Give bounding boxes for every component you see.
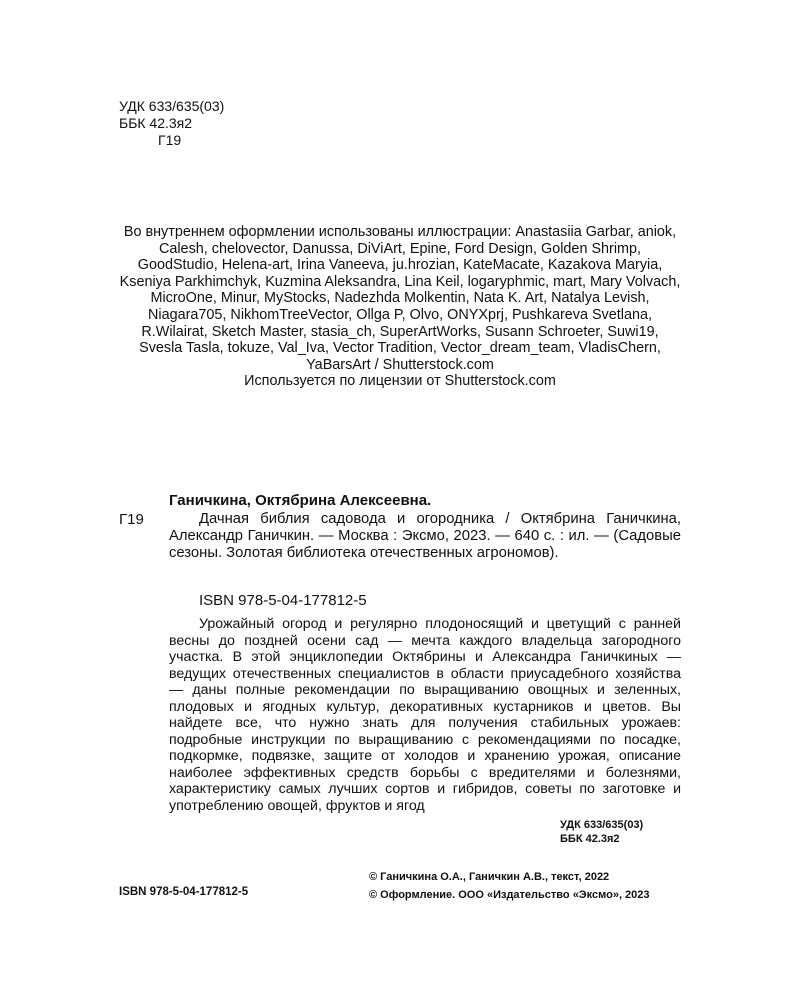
udk-code: УДК 633/635(03) [119,98,225,114]
classification-codes [119,98,224,149]
illustrations-credit: Во внутреннем оформлении использованы иллюстрации: Anastasiia Garbar, aniok, Calesh, chelovector, Danussa, DiViArt, Epine, Ford Design, Golden Shrimp, GoodStudio, Helena-art, Irina Vaneeva, ju.hrozian, KateMacate, Kazakova Maryia, Kseniya Parkhimchyk, Kuzmina Aleksandra, Lina Keil, logaryphmic, mart, Mary Volvach, MicroOne, Minur, MyStocks, Nadezhda Molkentin, Nata K. Art, Natalya Levish, Niagara705, NikhomTreeVector, Ollga P, Olvo, ONYXprj, Pushkareva Svetlana, R.Wilairat, Sketch Master, stasia_ch, SuperArtWorks, Susann Schroeter, Suwi19, Svesla Tasla, tokuze, Val_Iva, Vector Tradition, Vector_dream_team, VladisChern, YaBarsArt / Shutterstock.com [119,224,681,373]
copyright-block [369,868,650,904]
footer-udk: УДК 633/635(03) [560,819,644,831]
footer-isbn: ISBN 978-5-04-177812-5 [119,886,249,898]
bibliographic-description: Дачная библия садовода и огородника / Октябрина Ганичкина, Александр Ганичкин. — Москва : Эксмо, 2023. — 640 с. : ил. — (Садовые сезоны. Золотая библиотека отечественных агрономов). [169,511,681,561]
footer-bbk: ББК 42.3я2 [560,833,620,845]
illustrations-credit-block [118,224,682,390]
annotation: Урожайный огород и регулярно плодоносящий и цветущий с ранней весны до поздней осени сад — мечта каждого владельца загородного участка. В этой энциклопедии Октябрины и Александра Ганичкиных — ведущих отечественных специалистов в области приусадебного хозяйства — даны полные рекомендации по выращиванию овощных и зеленных, плодовых и ягодных культур, декоративных кустарников и цветов. Вы найдете все, что нужно знать для получения стабильных урожаев: подробные инструкции по выращиванию с рекомендациями по посадке, подкормке, подвязке, защите от холодов и хранению урожая, описание наиболее эффективных средств борьбы с вредителями и болезнями, характеристику самых лучших сортов и гибридов, советы по заготовке и употреблению овощей, фруктов и ягод [169,616,681,814]
license-line: Используется по лицензии от Shutterstock.com [244,373,556,390]
bib-author-sign: Г19 [119,511,144,528]
isbn-main: ISBN 978-5-04-177812-5 [199,592,367,609]
copyright-text: © Ганичкина О.А., Ганичкин А.В., текст, 2022 [369,871,610,883]
copyright-design: © Оформление. ООО «Издательство «Эксмо», 2023 [369,889,650,901]
author-sign: Г19 [158,132,182,148]
bbk-code: ББК 42.3я2 [119,115,193,131]
footer-codes [560,818,681,846]
author-heading: Ганичкина, Октябрина Алексеевна. [169,492,432,509]
